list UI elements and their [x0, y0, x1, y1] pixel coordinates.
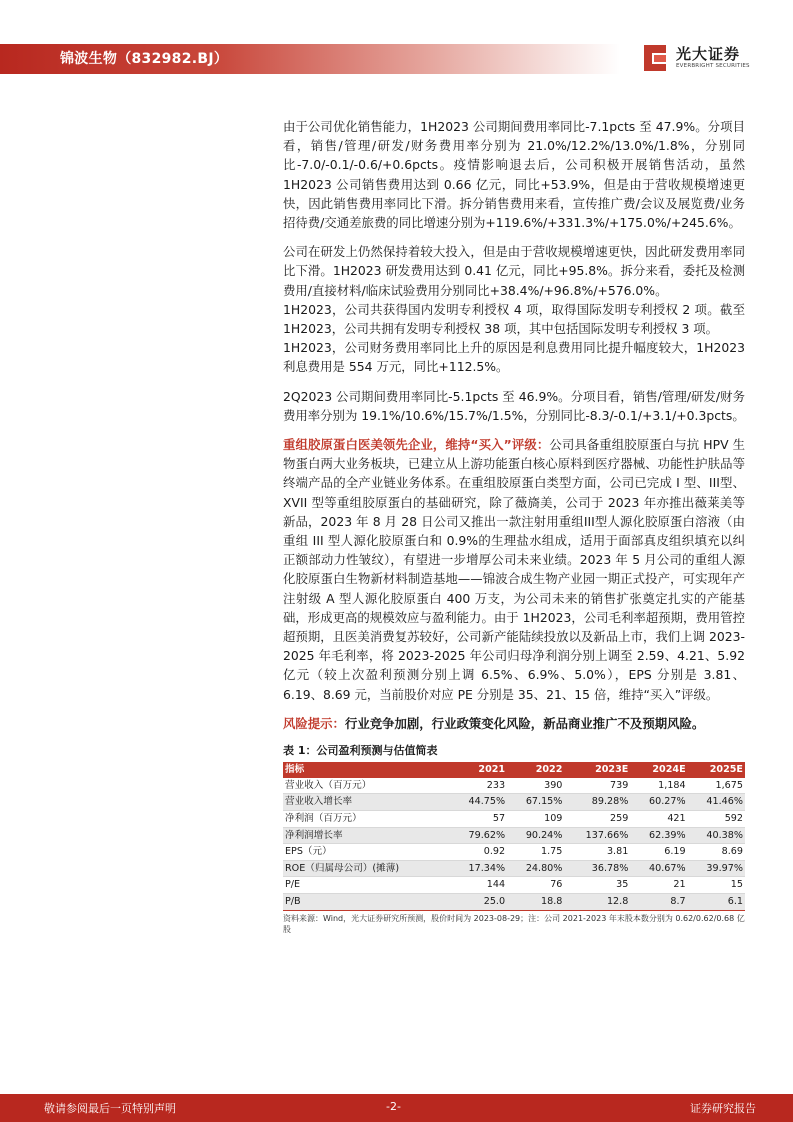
- table-cell: 1.75: [507, 844, 564, 861]
- table-cell: 8.7: [630, 894, 687, 911]
- rating-body: 公司具备重组胶原蛋白与抗 HPV 生物蛋白两大业务板块，已建立从上游功能蛋白核心原料到医疗器械、功能性护肤品等终端产品的全产业链业务体系。在重组胶原蛋白类型方面，公司已完成 I 型、III型、XVII 型等重组胶原蛋白的基础研究，除了薇旖美，公司于 2023 年亦推出薇莱美等新品，2023 年 8 月 28 日公司又推出一款注射用重组III型人源化胶原蛋白溶液（由重组 III 型人源化胶原蛋白和 0.9%的生理盐水组成，适用于面部真皮组织填充以纠正额部动力性皱纹），有望进一步增厚公司未来业绩。2023 年 5 月公司的重组人源化胶原蛋白生物新材料制造基地——锦波合成生物产业园一期正式投产，可实现年产注射级 A 型人源化胶原蛋白 400 万支，为公司未来的销售扩张奠定扎实的产能基础，形成更高的规模效应与盈利能力。由于 1H2023，公司毛利率超预期，费用管控超预期，且医美消费复苏较好，公司新产能陆续投放以及新品上市，我们上调 2023-2025 年毛利率，将 2023-2025 年公司归母净利润分别上调至 2.59、4.21、5.92 亿元（较上次盈利预测分别上调 6.5%、6.9%、5.0%），EPS 分别是 3.81、6.19、8.69 元，当前股价对应 PE 分别是 35、21、15 倍，维持“买入”评级。: [283, 437, 745, 702]
- table-cell: 净利润增长率: [283, 827, 450, 844]
- table-cell: 15: [688, 877, 745, 894]
- paragraph-rd: 公司在研发上仍然保持着较大投入，但是由于营收规模增速更快，因此研发费用率同比下滑。1H2023 研发费用达到 0.41 亿元，同比+95.8%。拆分来看，委托及检测费用/直接材料/临床试验费用分别同比+38.4%/+96.8%/+576.0%。: [283, 244, 745, 298]
- table-header: 2023E: [564, 762, 630, 778]
- table-source-note: 资料来源：Wind，光大证券研究所预测，股价时间为 2023-08-29；注：公司 2021-2023 年末股本数分别为 0.62/0.62/0.68 亿股: [283, 913, 745, 934]
- table-header: 2025E: [688, 762, 745, 778]
- table-cell: 62.39%: [630, 827, 687, 844]
- table-row: [283, 827, 745, 844]
- paragraph-2q2023: 2Q2023 公司期间费用率同比-5.1pcts 至 46.9%。分项目看，销售/管理/研发/财务费用率分别为 19.1%/10.6%/15.7%/1.5%，分别同比-8.3/-0.1/+3.1/+0.3pcts。: [283, 388, 745, 423]
- table-cell: 60.27%: [630, 794, 687, 811]
- table-cell: 21: [630, 877, 687, 894]
- table-cell: 17.34%: [450, 860, 507, 877]
- logo-mark-icon: [642, 43, 670, 73]
- risk-label: 风险提示：: [283, 715, 345, 731]
- table-row: [283, 778, 745, 794]
- table-cell: 40.38%: [688, 827, 745, 844]
- table-cell: 25.0: [450, 894, 507, 911]
- table-row: [283, 894, 745, 911]
- table-cell: P/E: [283, 877, 450, 894]
- table-cell: 739: [564, 778, 630, 794]
- table-row: [283, 877, 745, 894]
- table-cell: 40.67%: [630, 860, 687, 877]
- report-body: [283, 117, 745, 935]
- table-cell: P/B: [283, 894, 450, 911]
- table-cell: 259: [564, 811, 630, 828]
- table-cell: 76: [507, 877, 564, 894]
- table-cell: 390: [507, 778, 564, 794]
- table-header: 指标: [283, 762, 450, 778]
- table-cell: 18.8: [507, 894, 564, 911]
- risk-text: 行业竞争加剧，行业政策变化风险，新品商业推广不及预期风险。: [344, 715, 705, 731]
- table-cell: 89.28%: [564, 794, 630, 811]
- table-cell: 营业收入增长率: [283, 794, 450, 811]
- table-cell: 1,675: [688, 778, 745, 794]
- logo-text-cn: 光大证券: [676, 45, 741, 63]
- table-cell: 36.78%: [564, 860, 630, 877]
- table-cell: ROE（归属母公司）(摊薄): [283, 860, 450, 877]
- table-cell: 39.97%: [688, 860, 745, 877]
- paragraph-rating: [283, 435, 745, 704]
- table-cell: 8.69: [688, 844, 745, 861]
- paragraph-expense-ratio: 由于公司优化销售能力，1H2023 公司期间费用率同比-7.1pcts 至 47.9%。分项目看，销售/管理/研发/财务费用率分别为 21.0%/12.2%/13.0%/1.8%，分别同比-7.0/-0.1/-0.6/+0.6pcts。疫情影响退去后，公司积极开展销售活动，虽然 1H2023 公司销售费用达到 0.66 亿元，同比+53.9%，但是由于营收规模增速更快，因此销售费用率同比下滑。拆分销售费用来看，宣传推广费/会议及展览费/业务招待费/交通差旅费的同比增速分别为+119.6%/+331.3%/+175.0%/+245.6%。: [283, 119, 745, 231]
- rating-heading: 重组胶原蛋白医美领先企业，维持“买入”评级：: [283, 437, 550, 453]
- table-cell: 137.66%: [564, 827, 630, 844]
- table-cell: 144: [450, 877, 507, 894]
- table-cell: 净利润（百万元）: [283, 811, 450, 828]
- paragraph-risk: [283, 714, 745, 733]
- table-cell: 营业收入（百万元）: [283, 778, 450, 794]
- table-title: 表 1：公司盈利预测与估值简表: [283, 744, 438, 758]
- table-header-row: [283, 762, 745, 778]
- table-header: 2022: [507, 762, 564, 778]
- forecast-table: [283, 762, 745, 910]
- table-cell: 0.92: [450, 844, 507, 861]
- everbright-logo: [642, 41, 752, 77]
- footer-disclaimer: 敬请参阅最后一页特别声明: [44, 1102, 176, 1115]
- report-company-title: 锦波生物（832982.BJ）: [60, 51, 229, 67]
- table-cell: 6.19: [630, 844, 687, 861]
- table-cell: 41.46%: [688, 794, 745, 811]
- table-cell: 90.24%: [507, 827, 564, 844]
- table-header: 2021: [450, 762, 507, 778]
- table-cell: 67.15%: [507, 794, 564, 811]
- footer-report-type: 证券研究报告: [690, 1102, 756, 1115]
- page-number: -2-: [386, 1100, 401, 1113]
- table-cell: 233: [450, 778, 507, 794]
- table-cell: 3.81: [564, 844, 630, 861]
- table-row: [283, 860, 745, 877]
- table-cell: 79.62%: [450, 827, 507, 844]
- table-cell: 24.80%: [507, 860, 564, 877]
- paragraph-patents: 1H2023，公司共获得国内发明专利授权 4 项，取得国际发明专利授权 2 项。截至 1H2023，公司共拥有发明专利授权 38 项，其中包括国际发明专利授权 3 项。: [283, 301, 745, 337]
- table-cell: 6.1: [688, 894, 745, 911]
- logo-text-en: EVERBRIGHT SECURITIES: [676, 63, 750, 69]
- table-cell: EPS（元）: [283, 844, 450, 861]
- table-cell: 12.8: [564, 894, 630, 911]
- table-row: [283, 794, 745, 811]
- table-cell: 57: [450, 811, 507, 828]
- table-cell: 592: [688, 811, 745, 828]
- table-row: [283, 811, 745, 828]
- table-cell: 35: [564, 877, 630, 894]
- table-cell: 109: [507, 811, 564, 828]
- table-cell: 44.75%: [450, 794, 507, 811]
- paragraph-finance-cost: 1H2023，公司财务费用率同比上升的原因是利息费用同比提升幅度较大，1H2023 利息费用是 554 万元，同比+112.5%。: [283, 340, 745, 375]
- table-cell: 1,184: [630, 778, 687, 794]
- table-row: [283, 844, 745, 861]
- table-cell: 421: [630, 811, 687, 828]
- table-header: 2024E: [630, 762, 687, 778]
